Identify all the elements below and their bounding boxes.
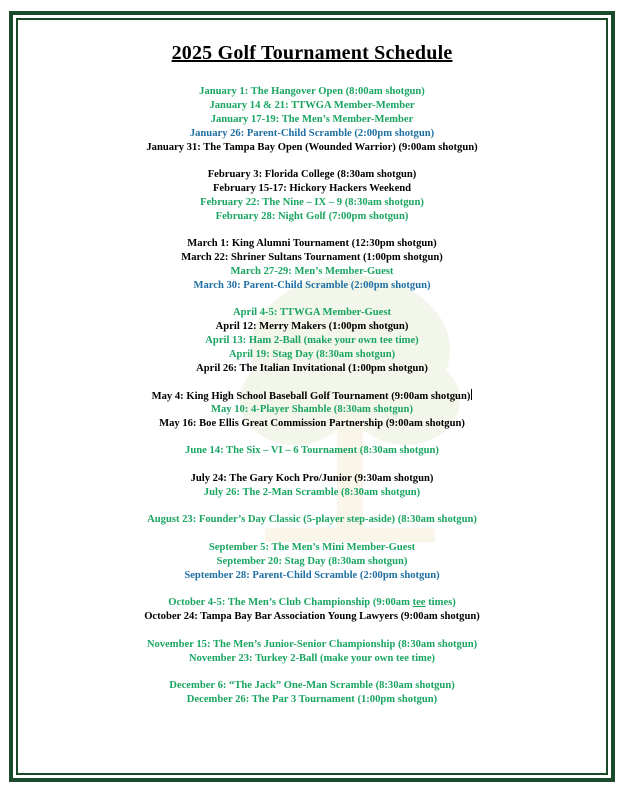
schedule-item: March 22: Shriner Sultans Tournament (1:00pm shotgun) [181, 252, 443, 263]
schedule-item: April 12: Merry Makers (1:00pm shotgun) [215, 321, 409, 332]
schedule-item: April 19: Stag Day (8:30am shotgun) [228, 349, 396, 360]
schedule-item: April 26: The Italian Invitational (1:00pm shotgun) [196, 363, 428, 374]
schedule-item: July 26: The 2-Man Scramble (8:30am shotgun) [203, 487, 421, 498]
schedule-item: September 5: The Men’s Mini Member-Guest [208, 542, 416, 553]
schedule-item: January 1: The Hangover Open (8:00am shotgun) [199, 86, 425, 97]
schedule-item: May 10: 4-Player Shamble (8:30am shotgun) [211, 404, 413, 415]
schedule-item: January 14 & 21: TTWGA Member-Member [209, 100, 415, 111]
schedule-item: October 4-5: The Men’s Club Championship (9:00am tee times) [168, 597, 456, 608]
schedule-item: August 23: Founder’s Day Classic (5-player step-aside) (8:30am shotgun) [147, 514, 477, 525]
schedule-item: May 4: King High School Baseball Golf Tournament (9:00am shotgun) [151, 391, 471, 402]
schedule-item: September 28: Parent-Child Scramble (2:00pm shotgun) [184, 570, 440, 581]
schedule-item: April 4-5: TTWGA Member-Guest [232, 307, 391, 318]
schedule-item: February 28: Night Golf (7:00pm shotgun) [215, 211, 409, 222]
schedule-item: April 13: Ham 2-Ball (make your own tee time) [205, 335, 419, 346]
schedule-item: December 6: “The Jack” One-Man Scramble (8:30am shotgun) [169, 680, 455, 691]
text-cursor [471, 389, 472, 400]
schedule-item: March 1: King Alumni Tournament (12:30pm shotgun) [187, 238, 437, 249]
schedule-item: July 24: The Gary Koch Pro/Junior (9:30am shotgun) [190, 473, 434, 484]
schedule-item: February 15-17: Hickory Hackers Weekend [212, 183, 412, 194]
schedule-item: November 23: Turkey 2-Ball (make your own tee time) [188, 653, 436, 664]
schedule-item: December 26: The Par 3 Tournament (1:00pm shotgun) [186, 694, 438, 705]
schedule-item: June 14: The Six – VI – 6 Tournament (8:30am shotgun) [185, 445, 439, 456]
schedule-item: March 27-29: Men’s Member-Guest [230, 266, 394, 277]
schedule-item: May 16: Boe Ellis Great Commission Partnership (9:00am shotgun) [159, 418, 465, 429]
schedule-item: January 26: Parent-Child Scramble (2:00pm shotgun) [189, 128, 435, 139]
page-title: 2025 Golf Tournament Schedule [171, 42, 453, 64]
schedule-item: March 30: Parent-Child Scramble (2:00pm shotgun) [193, 280, 431, 291]
schedule-item: February 3: Florida College (8:30am shotgun) [207, 169, 417, 180]
schedule-item: September 20: Stag Day (8:30am shotgun) [216, 556, 408, 567]
schedule-item: October 24: Tampa Bay Bar Association Young Lawyers (9:00am shotgun) [144, 611, 480, 622]
schedule-item: January 17-19: The Men’s Member-Member [210, 114, 414, 125]
schedule-item: January 31: The Tampa Bay Open (Wounded Warrior) (9:00am shotgun) [146, 142, 478, 153]
schedule-item: November 15: The Men’s Junior-Senior Championship (8:30am shotgun) [146, 639, 478, 650]
schedule-item: February 22: The Nine – IX – 9 (8:30am shotgun) [200, 197, 424, 208]
